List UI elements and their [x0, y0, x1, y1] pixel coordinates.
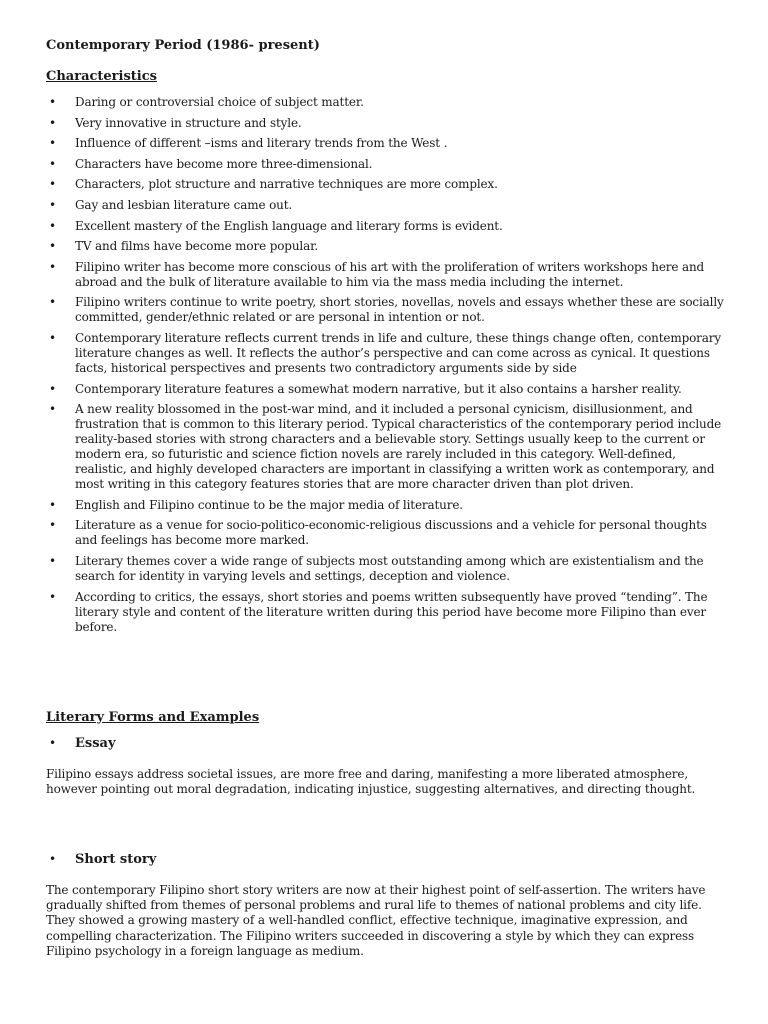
- page-title: Contemporary Period (1986- present): [46, 38, 320, 53]
- short-story-heading: • Short story: [46, 852, 156, 867]
- list-item: • Literary themes cover a wide range of subjects most outstanding among which are existentialism and the search for identity in varying levels and settings, deception and violence.: [46, 554, 726, 584]
- list-item: • Contemporary literature reflects current trends in life and culture, these things change often, contemporary literature changes as well. It reflects the author’s perspective and can come across as cynical. It questions facts, historical perspectives and presents two contradictory arguments side by side: [46, 331, 726, 376]
- literary-forms-heading: Literary Forms and Examples: [46, 710, 260, 725]
- essay-paragraph: Filipino essays address societal issues, are more free and daring, manifesting a more liberated atmosphere, however pointing out moral degradation, indicating injustice, suggesting alternatives, and directing thought.: [46, 767, 696, 797]
- list-item: • A new reality blossomed in the post-war mind, and it included a personal cynicism, disillusionment, and frustration that is common to this literary period. Typical characteristics of the contemporary period include reality-based stories with strong characters and a believable story. Settings usually keep to the current or modern era, so futuristic and science fiction novels are rarely included in this category. Well-defined, realistic, and highly developed characters are important in classifying a written work as contemporary, and most writing in this category features stories that are more character driven than plot driven.: [46, 402, 726, 492]
- characteristics-list: [46, 95, 726, 640]
- list-item: • Filipino writers continue to write poetry, short stories, novellas, novels and essays whether these are socially committed, gender/ethnic related or are personal in intention or not.: [46, 295, 726, 325]
- essay-heading: • Essay: [46, 736, 116, 751]
- list-item: • TV and films have become more popular.: [46, 239, 726, 254]
- list-item: • Very innovative in structure and style.: [46, 116, 726, 131]
- list-item: • Excellent mastery of the English language and literary forms is evident.: [46, 219, 726, 234]
- list-item: • Characters have become more three-dimensional.: [46, 157, 726, 172]
- list-item: • English and Filipino continue to be the major media of literature.: [46, 498, 726, 513]
- list-item: • Filipino writer has become more conscious of his art with the proliferation of writers workshops here and abroad and the bulk of literature available to him via the mass media including the internet.: [46, 260, 726, 290]
- list-item: • Contemporary literature features a somewhat modern narrative, but it also contains a harsher reality.: [46, 382, 726, 397]
- list-item: • Gay and lesbian literature came out.: [46, 198, 726, 213]
- list-item: • Literature as a venue for socio-politico-economic-religious discussions and a vehicle for personal thoughts and feelings has become more marked.: [46, 518, 726, 548]
- list-item: • Characters, plot structure and narrative techniques are more complex.: [46, 177, 726, 192]
- list-item: • Daring or controversial choice of subject matter.: [46, 95, 726, 110]
- characteristics-heading: Characteristics: [46, 69, 157, 84]
- list-item: • According to critics, the essays, short stories and poems written subsequently have proved “tending”. The literary style and content of the literature written during this period have become more Filipino than ever before.: [46, 590, 726, 635]
- short-story-paragraph: The contemporary Filipino short story writers are now at their highest point of self-assertion. The writers have gradually shifted from themes of personal problems and rural life to themes of national problems and city life. They showed a growing mastery of a well-handled conflict, effective technique, imaginative expression, and compelling characterization. The Filipino writers succeeded in discovering a style by which they can express Filipino psychology in a foreign language as medium.: [46, 883, 706, 958]
- list-item: • Influence of different –isms and literary trends from the West .: [46, 136, 726, 151]
